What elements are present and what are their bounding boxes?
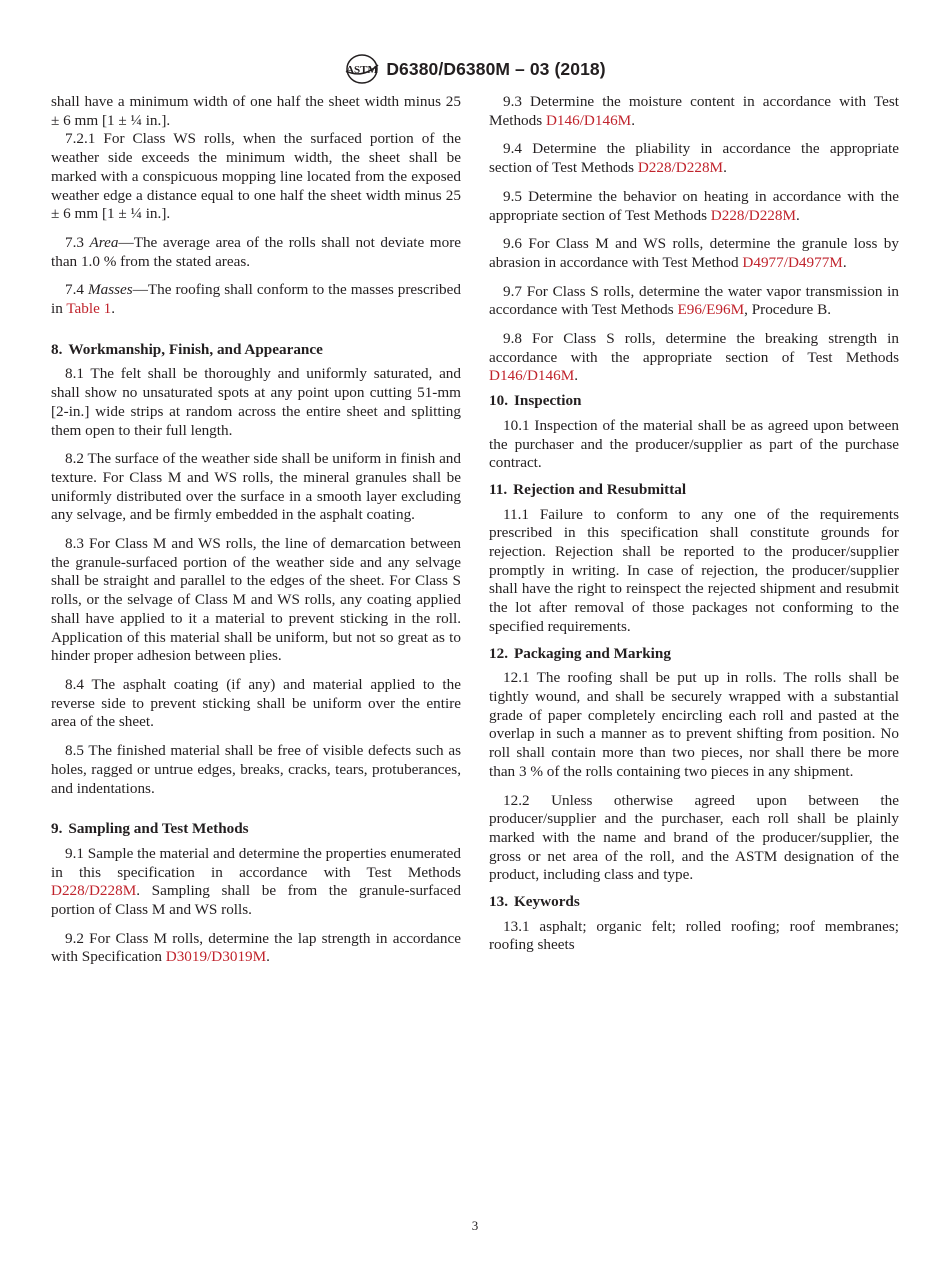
link-d146[interactable]: D146/D146M <box>545 111 632 129</box>
paragraph-9-8: 9.8 For Class S rolls, determine the breaking strength in accordance with the appropriate section of Test Methods D146/D146M. <box>489 330 899 385</box>
section-9-heading: 9. Sampling and Test Methods <box>51 820 249 838</box>
paragraph-8-5: 8.5 The finished material shall be free of visible defects such as holes, ragged or untrue edges, breaks, cracks, tears, protuberances, and indentations. <box>51 742 461 797</box>
paragraph-7-4: 7.4 Masses—The roofing shall conform to the masses prescribed in Table 1. <box>51 281 461 318</box>
paragraph-8-1: 8.1 The felt shall be thoroughly and uniformly saturated, and shall show no unsaturated spots at any point upon cutting 51-mm [2-in.] wide strips at random across the entire sheet and splitting them open to their full length. <box>51 365 461 439</box>
astm-logo-icon <box>344 53 380 85</box>
paragraph-9-5: 9.5 Determine the behavior on heating in accordance with the appropriate section of Test Methods D228/D228M. <box>489 187 899 224</box>
paragraph-7-2-1: 7.2.1 For Class WS rolls, when the surfaced portion of the weather side exceeds the minimum width, the sheet shall be marked with a conspicuous mopping line located from the exposed weather edge a distance equal to one half the sheet width minus 25 ± 6 mm [1 ± ¼ in.]. <box>51 130 461 223</box>
link-d228[interactable]: D228/D228M <box>637 159 724 177</box>
paragraph-7-3: 7.3 Area—The average area of the rolls shall not deviate more than 1.0 % from the stated areas. <box>51 233 461 270</box>
link-d228[interactable]: D228/D228M <box>51 882 137 900</box>
paragraph-12-2: 12.2 Unless otherwise agreed upon between the producer/supplier and the purchaser, each roll shall be plainly marked with the name and brand of the producer/supplier, the gross or net area of the roll, and the ASTM designation of the product, including class and type. <box>489 791 899 884</box>
link-d146[interactable]: D146/D146M <box>489 367 575 385</box>
paragraph-13-1: 13.1 asphalt; organic felt; rolled roofing; roof membranes; roofing sheets <box>489 917 899 954</box>
paragraph-9-6: 9.6 For Class M and WS rolls, determine the granule loss by abrasion in accordance with Test Method D4977/D4977M. <box>489 235 899 271</box>
link-table-1[interactable]: Table 1 <box>66 300 112 318</box>
page-header <box>0 52 950 86</box>
link-e96[interactable]: E96/E96M <box>677 301 745 319</box>
section-12-heading: 12. Packaging and Marking <box>489 644 671 662</box>
paragraph-12-1: 12.1 The roofing shall be put up in rolls. The rolls shall be tightly wound, and shall be securely wrapped with a substantial grade of paper completely encircling each roll and pasted at the overlap in such a manner as to prevent shifting from position. No roll shall contain more than two pieces, nor shall there be more than 3 % of the rolls containing two pieces in any shipment. <box>489 669 899 780</box>
paragraph-9-7: 9.7 For Class S rolls, determine the water vapor transmission in accordance with Test Methods E96/E96M, Procedure B. <box>489 282 899 319</box>
paragraph-9-1: 9.1 Sample the material and determine the properties enumerated in this specification in accordance with Test Methods D228/D228M. Sampling shall be from the granule-surfaced portion of Class M and WS rolls. <box>51 844 461 919</box>
left-column <box>51 93 461 977</box>
section-11-heading: 11. Rejection and Resubmittal <box>489 480 687 498</box>
paragraph-10-1: 10.1 Inspection of the material shall be as agreed upon between the purchaser and the producer/supplier as part of the purchase contract. <box>489 416 899 472</box>
svg-text:ASTM: ASTM <box>346 64 379 76</box>
term-area: Area <box>89 233 119 251</box>
section-13-heading: 13. Keywords <box>489 893 580 911</box>
section-8-heading: 8. Workmanship, Finish, and Appearance <box>51 340 323 358</box>
paragraph-8-3: 8.3 For Class M and WS rolls, the line of demarcation between the granule-surfaced portion of the weather side and any selvage shall be straight and parallel to the edges of the sheet. For Class S rolls, or the selvage of Class M and WS rolls, any coating applied shall have applied to it a material to prevent sticking in the roll. Application of this material shall be uniform, but not so great as to hinder proper adhesion between plies. <box>51 535 461 665</box>
paragraph-8-2: 8.2 The surface of the weather side shall be uniform in finish and texture. For Class M and WS rolls, the mineral granules shall be uniformly distributed over the surface in a smooth layer excluding any selvage, and be firmly embedded in the asphalt coating. <box>51 450 461 524</box>
document-designation: D6380/D6380M – 03 (2018) <box>386 58 606 79</box>
link-d3019[interactable]: D3019/D3019M <box>165 948 267 966</box>
link-d4977[interactable]: D4977/D4977M <box>742 253 843 271</box>
section-10-heading: 10. Inspection <box>489 392 582 410</box>
link-d228[interactable]: D228/D228M <box>710 206 797 224</box>
paragraph-8-4: 8.4 The asphalt coating (if any) and material applied to the reverse side to prevent sticking shall be uniform over the entire area of the sheet. <box>51 675 461 731</box>
paragraph-11-1: 11.1 Failure to conform to any one of the requirements prescribed in this specification shall constitute grounds for rejection. Rejection shall be reported to the producer/supplier promptly in writing. In case of rejection, the producer/supplier shall have the right to reinspect the rejected shipment and resubmit the lot after removal of those packages not conforming to the specified requirements. <box>489 505 899 635</box>
term-masses: Masses <box>87 281 133 299</box>
paragraph-9-3: 9.3 Determine the moisture content in accordance with Test Methods D146/D146M. <box>489 93 899 129</box>
paragraph-9-4: 9.4 Determine the pliability in accordance the appropriate section of Test Methods D228/D228M. <box>489 140 899 177</box>
paragraph-continuation: shall have a minimum width of one half the sheet width minus 25 ± 6 mm [1 ± ¼ in.]. <box>51 93 461 129</box>
paragraph-9-2: 9.2 For Class M rolls, determine the lap strength in accordance with Specification D3019/D3019M. <box>51 929 461 966</box>
right-column <box>489 93 899 965</box>
page-number: 3 <box>471 1218 479 1233</box>
